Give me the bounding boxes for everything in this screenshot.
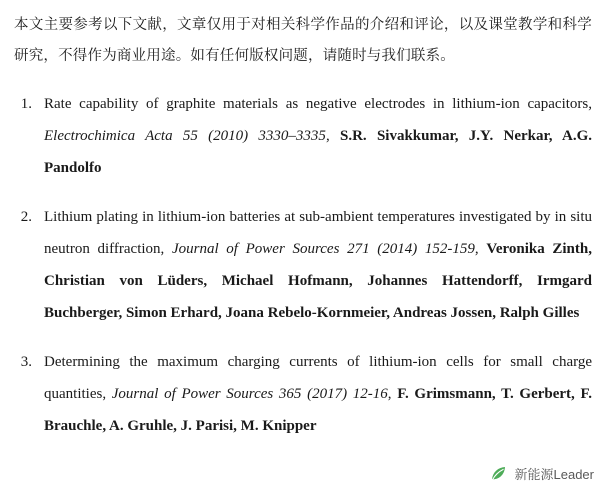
reference-authors: S.R. Sivakkumar, J.Y. Nerkar, A.G. Pandolfo (44, 128, 593, 176)
reference-body (44, 88, 592, 184)
reference-source: Electrochimica Acta 55 (2010) 3330–3335 (44, 128, 326, 144)
reference-authors: Veronika Zinth, Christian von Lüders, Michael Hofmann, Johannes Hattendorff, Irmgard Buchberger, Simon Erhard, Joana Rebelo-Kornmeier, Andreas Jossen, Ralph Gilles (44, 241, 592, 321)
reference-number: 1. (20, 96, 32, 112)
reference-source: Journal of Power Sources 365 (2017) 12-16 (111, 386, 388, 402)
list-item (14, 88, 592, 184)
watermark-label: 新能源Leader (514, 467, 594, 482)
leaf-logo-icon (488, 463, 509, 484)
reference-number: 2. (20, 209, 32, 225)
reference-separator: , (474, 241, 487, 257)
watermark (488, 463, 594, 484)
reference-source: Journal of Power Sources 271 (2014) 152-159 (171, 241, 475, 257)
list-item (14, 201, 592, 329)
reference-separator: , (325, 128, 340, 144)
reference-title: Rate capability of graphite materials as negative electrodes in lithium-ion capacitors, (44, 96, 592, 112)
reference-title: Determining the maximum charging currents of lithium-ion cells for small charge quantities, (44, 354, 592, 402)
reference-body (44, 346, 592, 442)
list-item (14, 346, 592, 442)
reference-authors: F. Grimsmann, T. Gerbert, F. Brauchle, A. Gruhle, J. Parisi, M. Knipper (44, 386, 593, 434)
reference-title: Lithium plating in lithium-ion batteries at sub-ambient temperatures investigated by in situ neutron diffraction, (44, 209, 592, 257)
copyright-notice: 本文主要参考以下文献，文章仅用于对相关科学作品的介绍和评论，以及课堂教学和科学研究，不得作为商业用途。如有任何版权问题，请随时与我们联系。 (14, 17, 592, 64)
reference-body (44, 201, 592, 329)
reference-list (14, 88, 592, 442)
reference-separator: , (387, 386, 398, 402)
reference-number: 3. (20, 354, 32, 370)
